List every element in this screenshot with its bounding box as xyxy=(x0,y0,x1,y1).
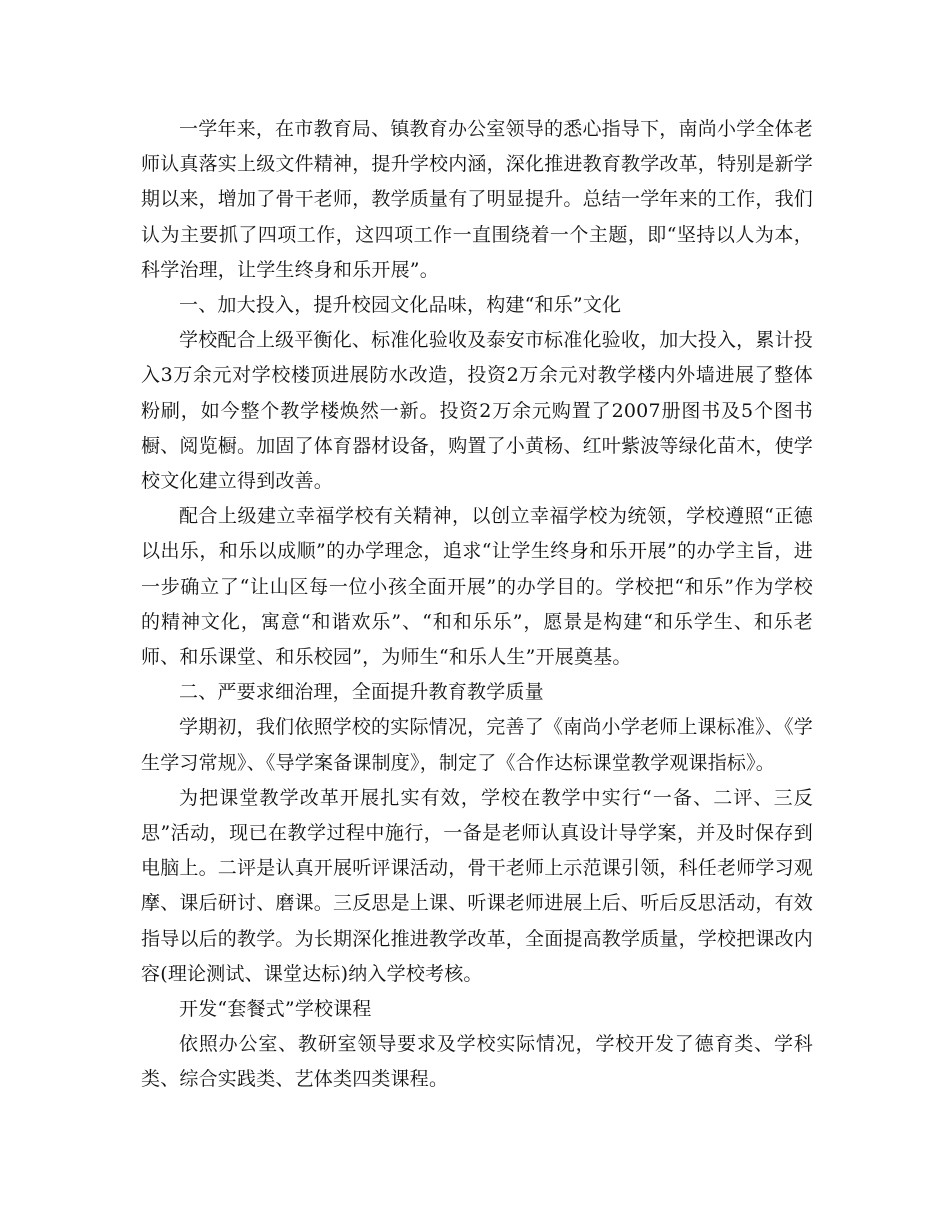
section-heading-3: 开发“套餐式”学校课程 xyxy=(179,998,372,1021)
paragraph-culture: 配合上级建立幸福学校有关精神，以创立幸福学校为统领，学校遵照“正德以出乐，和乐以成顺”的办学理念，追求“让学生终身和乐开展”的办学主旨，进一步确立了“让山区每一位小孩全面开展”的办学目的。学校把“和乐”作为学校的精神文化，寓意“和谐欢乐”、“和和乐乐”，愿景是构建“和乐学生、和乐老师、和乐课堂、和乐校园”，为师生“和乐人生”开展奠基。 xyxy=(141,505,813,669)
section-heading-1: 一、加大投入，提升校园文化品味，构建“和乐”文化 xyxy=(179,294,622,317)
paragraph-curriculum: 依照办公室、教研室领导要求及学校实际情况，学校开发了德育类、学科类、综合实践类、艺体类四类课程。 xyxy=(141,1033,813,1091)
paragraph-investment: 学校配合上级平衡化、标准化验收及泰安市标准化验收，加大投入，累计投入3万余元对学校楼顶进展防水改造，投资2万余元对教学楼内外墙进展了整体粉刷，如今整个教学楼焕然一新。投资2万余元购置了2007册图书及5个图书橱、阅览橱。加固了体育器材设备，购置了小黄杨、红叶紫波等绿化苗木，使学校文化建立得到改善。 xyxy=(141,329,814,493)
paragraph-reform: 为把课堂教学改革开展扎实有效，学校在教学中实行“一备、二评、三反思”活动，现已在教学过程中施行，一备是老师认真设计导学案，并及时保存到电脑上。二评是认真开展听评课活动，骨干老师上示范课引领，科任老师学习观摩、课后研讨、磨课。三反思是上课、听课老师进展上后、听后反思活动，有效指导以后的教学。为长期深化推进教学改革，全面提高教学质量，学校把课改内容(理论测试、课堂达标)纳入学校考核。 xyxy=(141,786,814,985)
section-heading-2: 二、严要求细治理，全面提升教育教学质量 xyxy=(179,681,544,704)
document-body xyxy=(141,112,813,1098)
paragraph-standards: 学期初，我们依照学校的实际情况，完善了《南尚小学老师上课标准》、《学生学习常规》、《导学案备课制度》，制定了《合作达标课堂教学观课指标》。 xyxy=(141,716,813,774)
paragraph-intro: 一学年来，在市教育局、镇教育办公室领导的悉心指导下，南尚小学全体老师认真落实上级文件精神，提升学校内涵，深化推进教育教学改革，特别是新学期以来，增加了骨干老师，教学质量有了明显提升。总结一学年来的工作，我们认为主要抓了四项工作，这四项工作一直围绕着一个主题，即“坚持以人为本，科学治理，让学生终身和乐开展”。 xyxy=(141,118,814,281)
